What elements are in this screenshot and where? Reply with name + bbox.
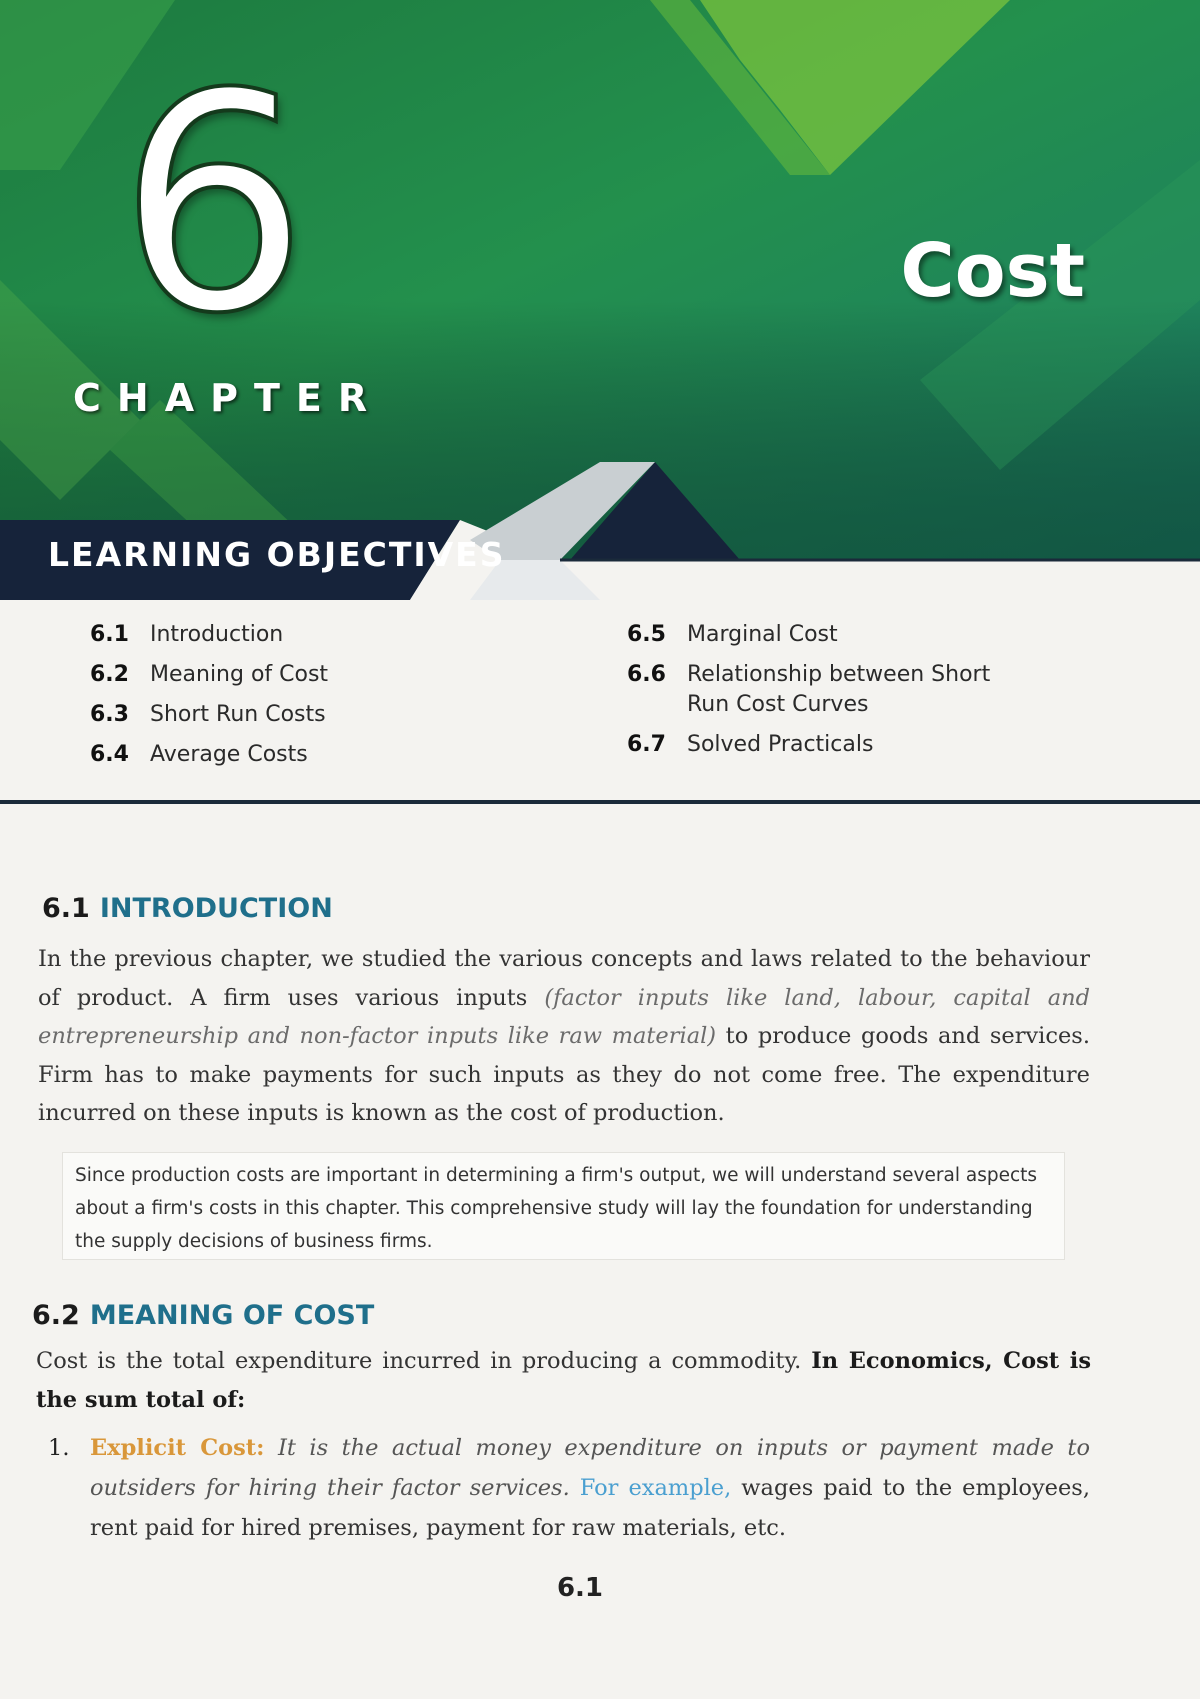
objectives-left-column [90,620,480,780]
objective-label: Introduction [150,622,284,647]
objective-number: 6.3 [90,702,129,727]
section-number: 6.2 [32,1300,80,1331]
section-heading-introduction [42,893,333,924]
objective-label: Meaning of Cost [150,662,329,687]
section-number: 6.1 [42,893,90,924]
objective-item [90,620,480,650]
objective-label: Average Costs [150,742,308,767]
meaning-paragraph [36,1342,1091,1419]
learning-objectives-list [0,620,1200,790]
objective-label: Short Run Costs [150,702,326,727]
section-title: MEANING OF COST [89,1300,375,1331]
list-definition: It is the actual money expenditure on inputs or payment made to outsiders for hiring their factor services. [90,1435,1090,1501]
objective-item [90,660,480,690]
objective-number: 6.4 [90,742,129,767]
page-number: 6.1 [556,1573,604,1603]
objective-item [90,700,480,730]
paragraph-italic: (factor inputs like land, labour, capital and entrepreneurship and non-factor inputs like raw material) [38,984,1090,1049]
objective-number: 6.5 [627,622,666,647]
objective-label: Relationship between Short Run Cost Curves [687,662,991,717]
objective-number: 6.6 [627,662,666,687]
objective-label: Solved Practicals [687,732,874,757]
paragraph-text: In the previous chapter, we studied the various concepts and laws related to the behaviour of product. A firm uses various inputs [38,946,1090,1011]
objective-number: 6.7 [627,732,666,757]
callout-box [62,1152,1065,1260]
objective-item [627,730,1027,760]
example-label: For example, [569,1475,732,1501]
list-text [90,1428,1090,1548]
objectives-right-column [627,620,1027,770]
objective-item [627,660,1027,720]
paragraph-bold: In Economics, Cost is the sum total of: [36,1348,1091,1413]
list-term: Explicit Cost: [90,1435,265,1461]
introduction-paragraph [38,940,1090,1133]
paragraph-text: to produce goods and services. Firm has to make payments for such inputs as they do not come free. The expenditure incurred on these inputs is known as the cost of production. [38,1023,1090,1126]
section-heading-meaning-of-cost [32,1300,374,1331]
objective-number: 6.2 [90,662,129,687]
example-text: wages paid to the employees, rent paid for hired premises, payment for raw materials, etc. [90,1475,1090,1541]
objective-item [627,620,1027,650]
objective-item [90,740,480,770]
list-item [48,1428,1093,1548]
section-divider [0,800,1200,804]
objective-number: 6.1 [90,622,129,647]
callout-text: Since production costs are important in determining a firm's output, we will understand several aspects about a firm's costs in this chapter. This comprehensive study will lay the foundation for understanding the supply decisions of business firms. [75,1165,1038,1252]
list-number: 1. [48,1435,70,1461]
section-title: INTRODUCTION [99,893,333,924]
chapter-number: 6 [118,30,309,379]
chapter-banner [0,0,1200,600]
chapter-label: CHAPTER [73,376,384,420]
chapter-title: Cost [900,228,1085,314]
learning-objectives-heading: LEARNING OBJECTIVES [48,535,506,574]
objective-label: Marginal Cost [687,622,838,647]
paragraph-text: Cost is the total expenditure incurred in producing a commodity. [36,1348,812,1374]
